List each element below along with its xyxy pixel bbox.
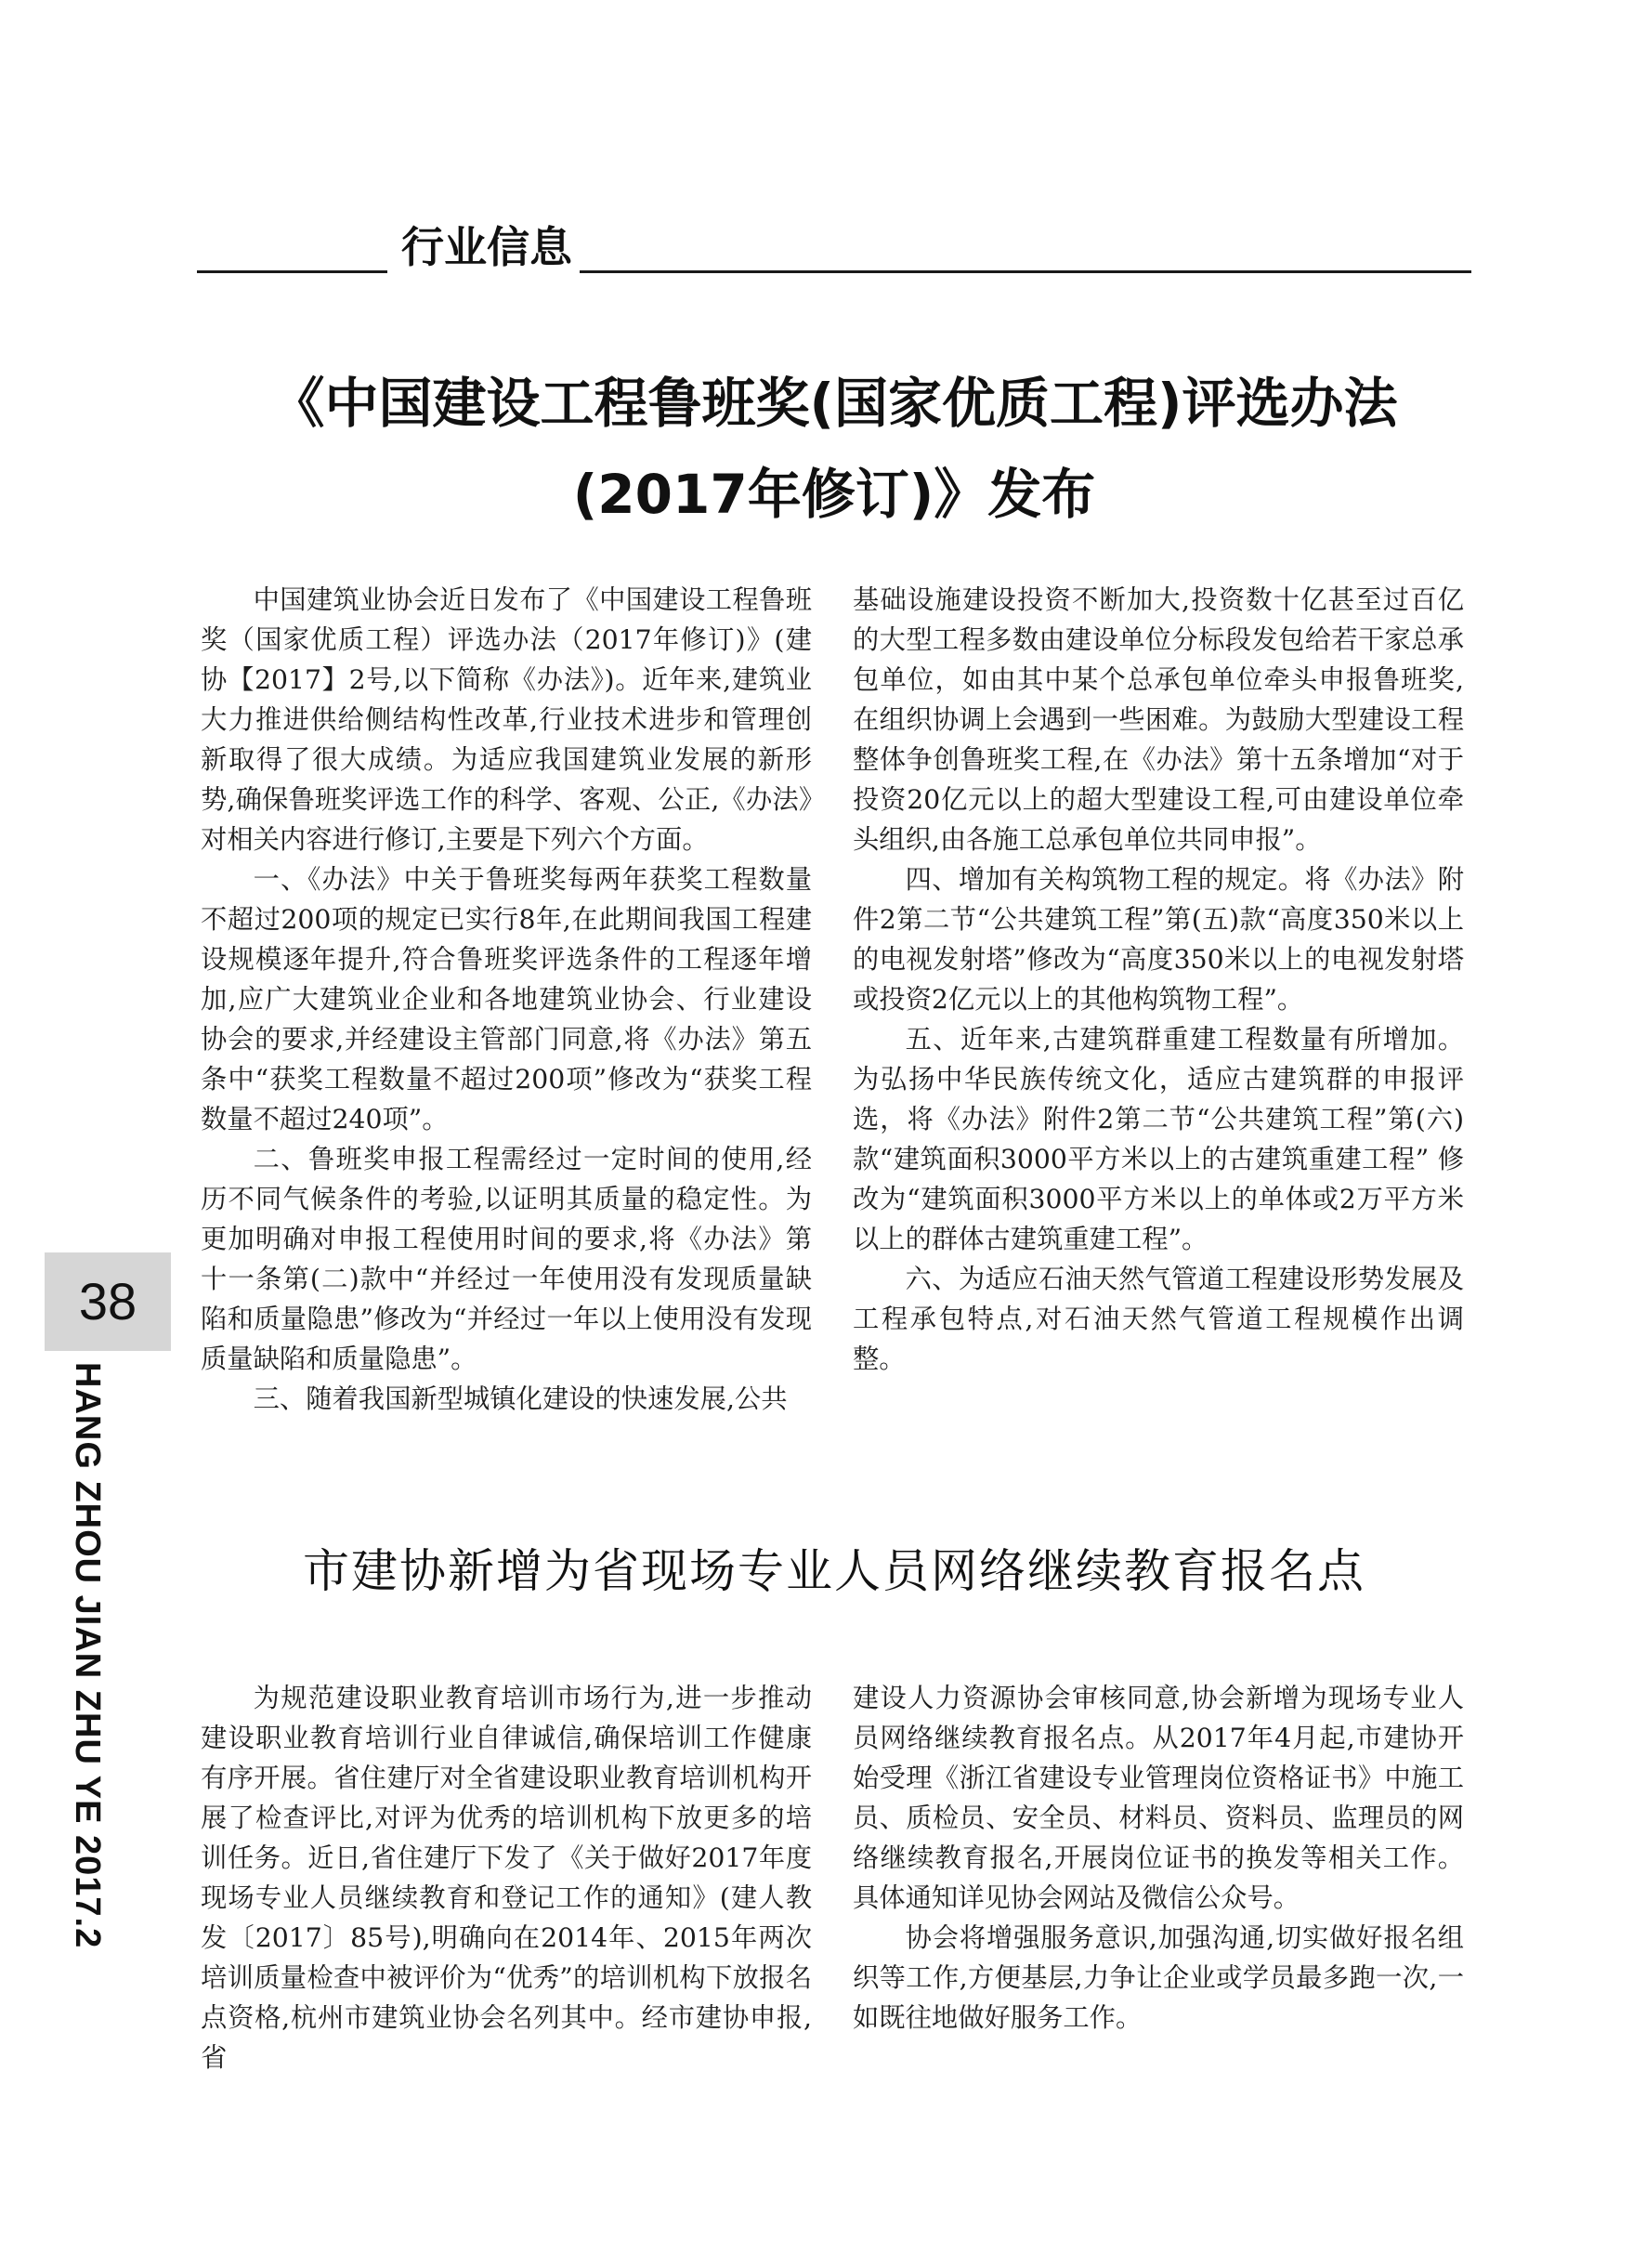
- article1-title: [197, 358, 1471, 540]
- paragraph: 协会将增强服务意识,加强沟通,切实做好报名组织等工作,方便基层,力争让企业或学员最多跑一次,一如既往地做好服务工作。: [853, 1922, 1464, 2033]
- article2-right-column: [853, 1678, 1464, 2038]
- section-label: 行业信息: [401, 222, 572, 272]
- page-number: 38: [45, 1252, 171, 1351]
- paragraph: 为规范建设职业教育培训市场行为,进一步推动建设职业教育培训行业自律诚信,确保培训工作健康有序开展。省住建厅对全省建设职业教育培训机构开展了检查评比,对评为优秀的培训机构下放更多的培训任务。近日,省住建厅下发了《关于做好2017年度现场专业人员继续教育和登记工作的通知》(建人教发〔2017〕85号),明确向在2014年、2015年两次培训质量检查中被评价为“优秀”的培训机构下放报名点资格,杭州市建筑业协会名列其中。经市建协申报,省: [201, 1683, 812, 2073]
- article2-title: 市建协新增为省现场专业人员网络继续教育报名点: [303, 1544, 1365, 1598]
- paragraph-continued: 建设人力资源协会审核同意,协会新增为现场专业人员网络继续教育报名点。从2017年4月起,市建协开始受理《浙江省建设专业管理岗位资格证书》中施工员、质检员、安全员、材料员、资料员、监理员的网络继续教育报名,开展岗位证书的换发等相关工作。具体通知详见协会网站及微信公众号。: [853, 1683, 1464, 1913]
- article1-title-line2: (2017年修订)》发布: [572, 463, 1096, 526]
- header-rule-right: [580, 270, 1471, 273]
- paragraph: 五、近年来,古建筑群重建工程数量有所增加。为弘扬中华民族传统文化，适应古建筑群的申报评选，将《办法》附件2第二节“公共建筑工程”第(六)款“建筑面积3000平方米以上的古建筑重建工程” 修改为“建筑面积3000平方米以上的单体或2万平方米以上的群体古建筑重建工程”。: [853, 1024, 1464, 1254]
- section-header: [197, 219, 1471, 275]
- paragraph-continued: 基础设施建设投资不断加大,投资数十亿甚至过百亿的大型工程多数由建设单位分标段发包给若干家总承包单位，如由其中某个总承包单位牵头申报鲁班奖,在组织协调上会遇到一些困难。为鼓励大型建设工程整体争创鲁班奖工程,在《办法》第十五条增加“对于投资20亿元以上的超大型建设工程,可由建设单位牵头组织,由各施工总承包单位共同申报”。: [853, 584, 1464, 855]
- paragraph: 二、鲁班奖申报工程需经过一定时间的使用,经历不同气候条件的考验,以证明其质量的稳定性。为更加明确对申报工程使用时间的要求,将《办法》第十一条第(二)款中“并经过一年使用没有发现质量缺陷和质量隐患”修改为“并经过一年以上使用没有发现质量缺陷和质量隐患”。: [201, 1144, 812, 1374]
- paragraph: 六、为适应石油天然气管道工程建设形势发展及工程承包特点,对石油天然气管道工程规模作出调整。: [853, 1264, 1464, 1374]
- paragraph: 中国建筑业协会近日发布了《中国建设工程鲁班奖（国家优质工程）评选办法（2017年修订)》(建协【2017】2号,以下简称《办法》)。近年来,建筑业大力推进供给侧结构性改革,行业技术进步和管理创新取得了很大成绩。为适应我国建筑业发展的新形势,确保鲁班奖评选工作的科学、客观、公正,《办法》对相关内容进行修订,主要是下列六个方面。: [201, 584, 812, 855]
- article2-left-column: [201, 1678, 812, 2078]
- article1-title-line1: 《中国建设工程鲁班奖(国家优质工程)评选办法: [270, 372, 1398, 435]
- header-rule-left: [197, 270, 387, 273]
- paragraph: 一、《办法》中关于鲁班奖每两年获奖工程数量不超过200项的规定已实行8年,在此期间我国工程建设规模逐年提升,符合鲁班奖评选条件的工程逐年增加,应广大建筑业企业和各地建筑业协会、行业建设协会的要求,并经建设主管部门同意,将《办法》第五条中“获奖工程数量不超过200项”修改为“获奖工程数量不超过240项”。: [201, 864, 812, 1134]
- journal-name: HANG ZHOU JIAN ZHU YE 2017.2: [68, 1362, 107, 1949]
- paragraph: 四、增加有关构筑物工程的规定。将《办法》附件2第二节“公共建筑工程”第(五)款“高度350米以上的电视发射塔”修改为“高度350米以上的电视发射塔或投资2亿元以上的其他构筑物工程”。: [853, 864, 1464, 1015]
- article1-left-column: [201, 580, 812, 1419]
- article1-right-column: [853, 580, 1464, 1379]
- paragraph: 三、随着我国新型城镇化建设的快速发展,公共: [253, 1383, 788, 1414]
